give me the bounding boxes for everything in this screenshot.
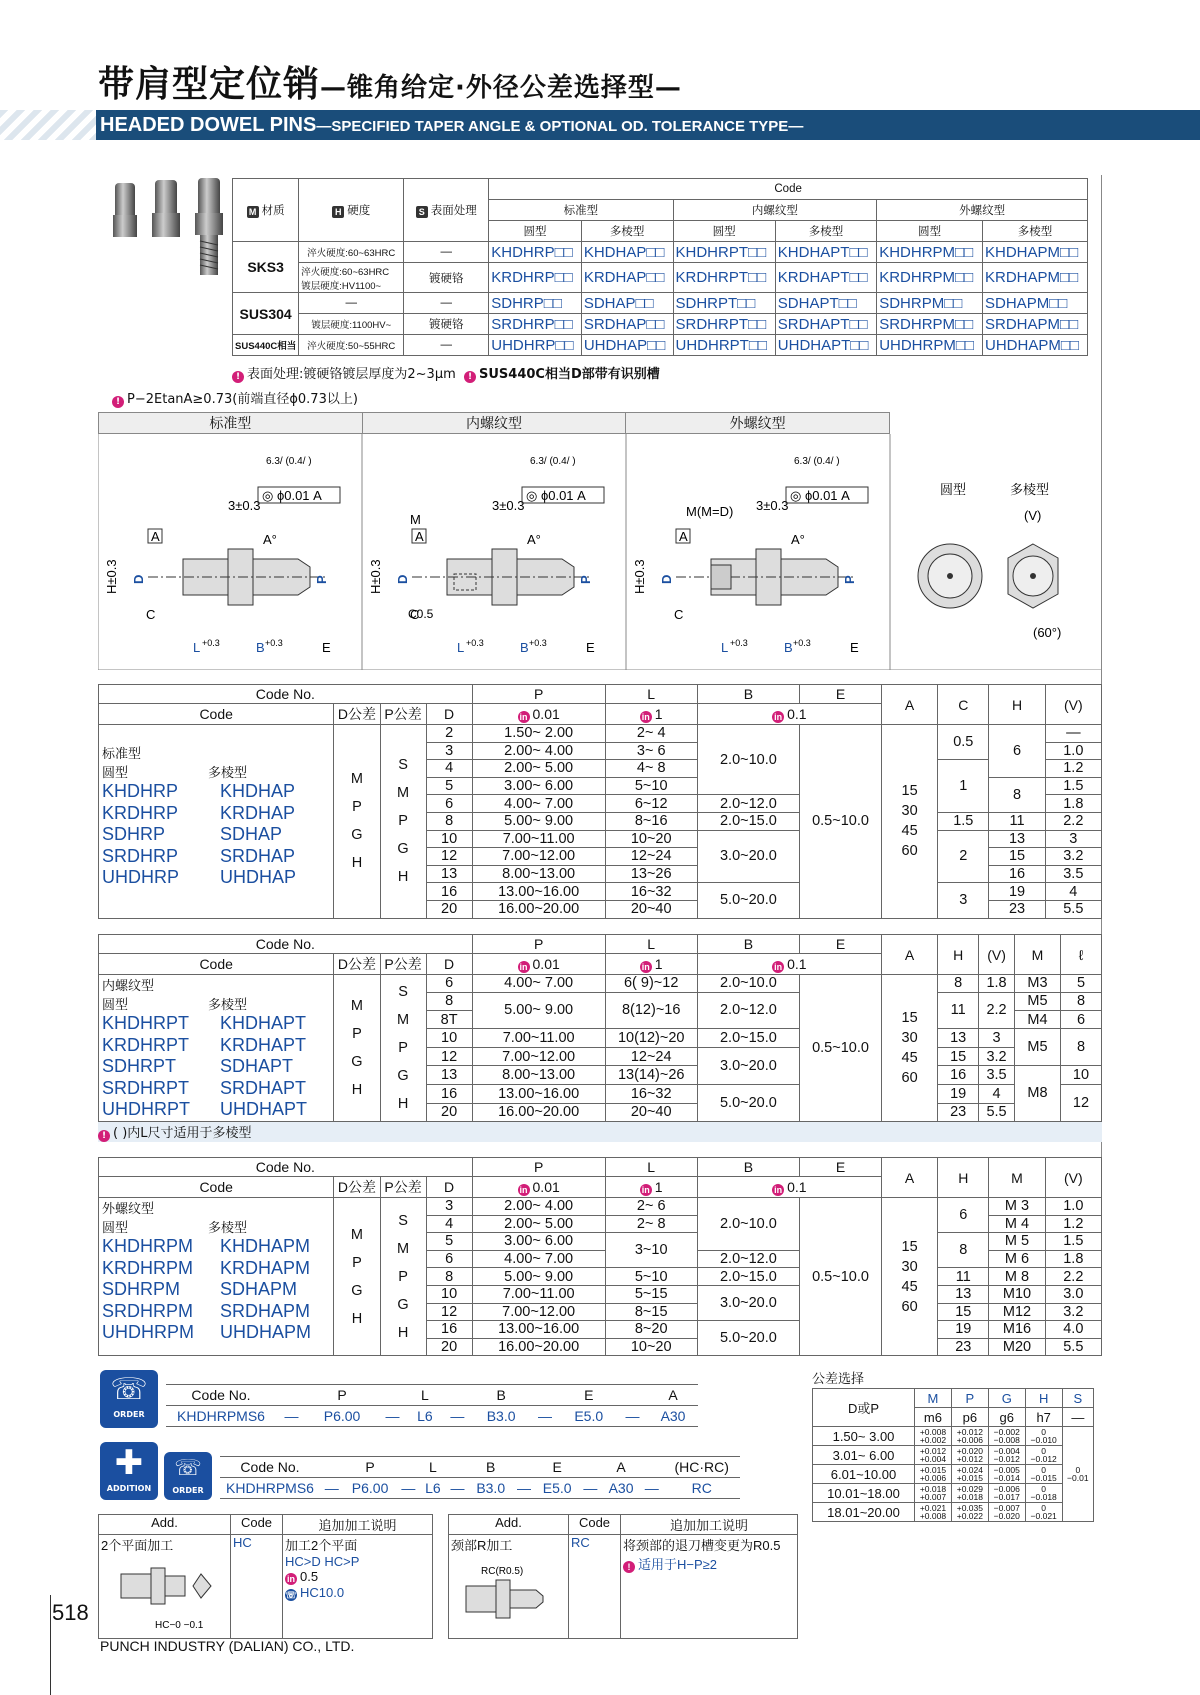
svg-text:圆型: 圆型 bbox=[940, 483, 967, 498]
svg-text:RC(R0.5): RC(R0.5) bbox=[481, 1566, 524, 1577]
order-example-addition: Code No. P L B E A (HC·RC) KHDHRPMS6 — P6.00 — L6 — B3.0 — E5.0 — A30 — RC bbox=[220, 1456, 740, 1499]
addition-icon: ✚ ADDITION bbox=[100, 1442, 158, 1500]
svg-text:(V): (V) bbox=[1024, 508, 1042, 523]
dimension-diagrams bbox=[98, 434, 1102, 670]
order-icon: ☏ ORDER bbox=[100, 1370, 158, 1428]
code-table: M 材质 H 硬度 S 表面处理 Code 标准型 内螺纹型 外螺纹型 圆型 多棱型 圆型 多棱型 圆型 多棱型 SKS3 淬火硬度:60~63HRC — KHDHRP□□ KHDHAP□□ KHDHRPT□□ KHDHAPT□□ KHDHRPM□□ KHDHAPM□□ 淬火硬度:60~63HRC 镀层硬度:HV1100~ 镀硬铬 KRDHRP□□ KRDHAP□□ KRDHRPT□□ KRDHAPT□□ KRDHRPM□□ KRDHAPM□□ SUS304 — — SDHRP□□ SDHAP□□ SDHRPT□□ SDHAPT□□ SDHRPM□□ SDHAPM□□ 镀层硬度:1100HV~ 镀硬铬 SRDHRP□□ SRDHAP□□ SRDHRPT□□ SRDHAPT□□ SRDHRPM□□ SRDHAPM□□ SUS440C相当 淬火硬度:50~55HRC — UHDHRP□□ UHDHAP□□ UHDHRPT□□ UHDHAPT□□ UHDHRPM□□ UHDHAPM□□ bbox=[232, 178, 1088, 356]
addition-rc-table: Add. Code 追加加工说明 颈部R加工 RC(R0.5) RC 将颈部的退刀槽变更为R0.5 ! 适用于H−P≥2 bbox=[448, 1514, 798, 1639]
flatness-label: ◎ ϕ0.01 A bbox=[262, 488, 322, 503]
note-plating: ! 表面处理:镀硬铬镀层厚度为2~3μm ! SUS440C相当D部带有识别槽 bbox=[232, 363, 660, 383]
hc-sketch bbox=[101, 1554, 221, 1634]
footer-rule bbox=[50, 1595, 51, 1695]
addition-hc-table: Add. Code 追加加工说明 2个平面加工 HC−0 −0.1 HC 加工2个平面 HC>D HC>P in 0.5 ☏ HC10.0 bbox=[98, 1514, 433, 1639]
svg-text:M(M=D): M(M=D) bbox=[686, 504, 734, 519]
svg-text:M: M bbox=[410, 512, 421, 527]
svg-text:E: E bbox=[322, 640, 331, 655]
page-subtitle: —锥角给定·外径公差选择型— bbox=[320, 73, 682, 103]
svg-text:A: A bbox=[151, 529, 160, 544]
svg-text:3±0.3: 3±0.3 bbox=[228, 498, 261, 513]
svg-text:H±0.3: H±0.3 bbox=[104, 559, 119, 594]
dimension-table-standard: Code No. P L B E A C H (V) Code D公差 P公差 D in 0.01 in 1 in 0.1 标准型 圆型 多棱型 KHDHRP KHDHAP KRDHRP KRDHAP SDHRP SDHAP SRDHRP SRDHAP UHDHRP UHDHAP M P G H S M P G H 2 1.50~ 2.00 2~ 4 2.0~10.0 0.5~10.0 15 30 45 60 0.5 6 — 3 2.00~ 4.00 3~ 6 1.0 4 2.00~ 5.00 4~ 8 1 1.2 5 3.00~ 6.00 5~10 8 1.5 6 4.00~ 7.00 6~12 2.0~12.0 1.8 8 5.00~ 9.00 8~16 2.0~15.0 1.5 11 2.2 10 7.00~11.00 10~20 3.0~20.0 2 13 3 12 7.00~12.00 12~24 15 3.2 13 8.00~13.00 13~26 16 3.5 16 13.00~16.00 16~32 5.0~20.0 3 19 4 20 16.00~20.00 20~40 23 5.5 bbox=[98, 684, 1102, 919]
svg-text:+0.3: +0.3 bbox=[265, 638, 283, 648]
svg-text:P: P bbox=[314, 575, 329, 584]
tolerance-table: D或P M P G H S m6 p6 g6 h7 — 1.50~ 3.00 +0.008 +0.002 +0.012 +0.006 −0.002 −0.008 0 −0.010 0 −0.01 3.01~ 6.00 +0.012 +0.004 +0.020 +0.012 −0.004 −0.012 0 −0.012 6.01~10.00 +0.015 +0.006 +0.024 +0.015 −0.005 −0.014 0 −0.015 10.01~18.00 +0.018 +0.007 +0.029 +0.018 −0.006 −0.017 0 −0.018 18.01~20.00 +0.021 +0.008 +0.035 +0.022 −0.007 −0.020 0 −0.021 bbox=[812, 1388, 1094, 1522]
product-photo bbox=[110, 175, 235, 295]
page-title: 带肩型定位销—锥角给定·外径公差选择型— bbox=[98, 64, 682, 105]
page-number: 518 bbox=[52, 1600, 89, 1625]
order-example: Code No. P L B E A KHDHRPMS6 — P6.00 — L6 — B3.0 — E5.0 — A30 bbox=[166, 1384, 698, 1427]
dimension-table-external: Code No. P L B E A H M (V) Code D公差 P公差 D in 0.01 in 1 in 0.1 外螺纹型 圆型 多棱型 KHDHRPM KHDHAPM KRDHRPM KRDHAPM SDHRPM SDHAPM SRDHRPM SRDHAPM UHDHRPM UHDHAPM M P G H S M P G H 3 2.00~ 4.00 2~ 6 2.0~10.0 0.5~10.0 15 30 45 60 6 M 3 1.0 4 2.00~ 5.00 2~ 8 M 4 1.2 5 3.00~ 6.00 3~10 8 M 5 1.5 6 4.00~ 7.00 2.0~12.0 M 6 1.8 8 5.00~ 9.00 5~10 2.0~15.0 11 M 8 2.2 10 7.00~11.00 5~15 3.0~20.0 13 M10 3.0 12 7.00~12.00 8~15 15 M12 3.2 16 13.00~16.00 8~20 5.0~20.0 19 M16 4.0 20 16.00~20.00 10~20 23 M20 5.5 bbox=[98, 1157, 1102, 1356]
note-taper: ! P−2EtanA≥0.73(前端直径ϕ0.73以上) bbox=[112, 388, 358, 408]
svg-text:C: C bbox=[146, 607, 156, 622]
svg-text:L: L bbox=[193, 640, 201, 655]
svg-text:D: D bbox=[131, 574, 146, 584]
dimension-table-internal: Code No. P L B E A H (V) M ℓ Code D公差 P公差 D in 0.01 in 1 in 0.1 内螺纹型 圆型 多棱型 KHDHRPT KHDHAPT KRDHRPT KRDHAPT SDHRPT SDHAPT SRDHRPT SRDHAPT UHDHRPT UHDHAPT M P G H S M P G H 6 4.00~ 7.00 6( 9)~12 2.0~10.0 0.5~10.0 15 30 45 60 8 1.8 M3 5 8 5.00~ 9.00 8(12)~16 2.0~12.0 11 2.2 M5 8 8T M4 6 10 7.00~11.00 10(12)~20 2.0~15.0 13 3 M5 8 12 7.00~12.00 12~24 3.0~20.0 15 3.2 13 8.00~13.00 13(14)~26 16 3.5 M8 10 16 13.00~16.00 16~32 5.0~20.0 19 4 12 20 16.00~20.00 20~40 23 5.5 bbox=[98, 934, 1102, 1122]
tolerance-title: 公差选择 bbox=[812, 1372, 865, 1387]
svg-text:多棱型: 多棱型 bbox=[1010, 483, 1050, 498]
company-name: PUNCH INDUSTRY (DALIAN) CO., LTD. bbox=[100, 1638, 355, 1654]
english-title: HEADED DOWEL PINS—SPECIFIED TAPER ANGLE & OPTIONAL OD. TOLERANCE TYPE— bbox=[100, 114, 804, 136]
note-poly-length: ! ( )内L尺寸适用于多棱型 bbox=[98, 1122, 1102, 1142]
rc-sketch bbox=[451, 1554, 561, 1634]
svg-text:(60°): (60°) bbox=[1033, 625, 1062, 640]
svg-text:C0.5: C0.5 bbox=[408, 607, 434, 621]
svg-text:B: B bbox=[256, 640, 265, 655]
svg-text:A°: A° bbox=[263, 532, 277, 547]
svg-text:+0.3: +0.3 bbox=[202, 638, 220, 648]
svg-text:HC−0 −0.1: HC−0 −0.1 bbox=[155, 1620, 204, 1631]
svg-text:6.3/ (0.4/ ): 6.3/ (0.4/ ) bbox=[266, 456, 312, 467]
order-icon-2: ☏ ORDER bbox=[164, 1452, 212, 1500]
diagram-header: 标准型 内螺纹型 外螺纹型 bbox=[98, 412, 890, 434]
